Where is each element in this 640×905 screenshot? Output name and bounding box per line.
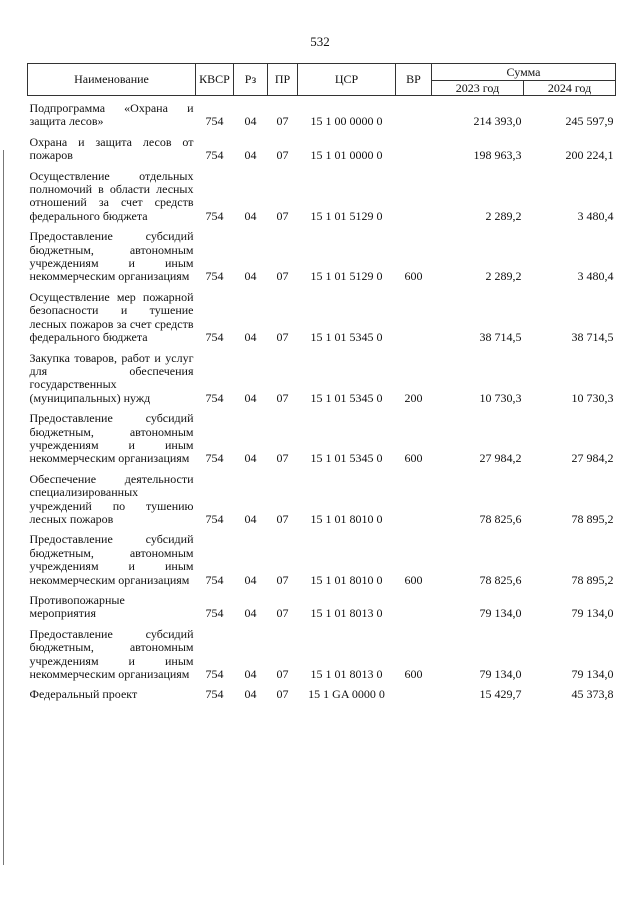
cell-vr [396, 164, 432, 225]
cell-kvsr: 754 [205, 511, 224, 526]
header-vr: ВР [396, 64, 432, 96]
cell-rz: 04 [244, 667, 257, 682]
header-csr: ЦСР [298, 64, 396, 96]
cell-name: Предоставление субсидий бюджетным, автономным учреждениям и иным некоммерческим организациям [29, 532, 194, 587]
table-row [28, 622, 616, 683]
cell-kvsr: 754 [205, 451, 224, 466]
cell-rz: 04 [244, 114, 257, 129]
cell-y2024: 245 597,9 [565, 114, 614, 129]
cell-name: Осуществление мер пожарной безопасности и тушение лесных пожаров за счет средств федерального бюджета [29, 289, 194, 345]
cell-vr [396, 682, 432, 702]
cell-name: Подпрограмма «Охрана и защита лесов» [29, 101, 194, 129]
cell-vr [396, 588, 432, 622]
cell-csr: 15 1 01 5345 0 [310, 390, 383, 405]
page-number: 532 [310, 34, 330, 49]
cell-y2023: 78 825,6 [479, 511, 522, 526]
cell-name: Обеспечение деятельности специализированных учреждений по тушению лесных пожаров [29, 471, 194, 526]
cell-csr: 15 1 01 5345 0 [310, 330, 383, 345]
cell-kvsr: 754 [205, 330, 224, 345]
cell-kvsr: 754 [205, 148, 224, 163]
table-row [28, 285, 616, 346]
table-body [28, 96, 616, 703]
cell-rz: 04 [244, 390, 257, 405]
budget-table [27, 63, 616, 703]
cell-name: Предоставление субсидий бюджетным, автономным учреждениям и иным некоммерческим организациям [29, 411, 194, 466]
cell-y2024: 79 134,0 [571, 667, 614, 682]
table-row [28, 224, 616, 285]
cell-y2023: 2 289,2 [485, 208, 522, 223]
cell-vr: 200 [404, 390, 423, 405]
cell-kvsr: 754 [205, 390, 224, 405]
margin-rule [3, 150, 4, 865]
table-row [28, 682, 616, 702]
cell-y2023: 38 714,5 [479, 330, 522, 345]
header-sum: Сумма [432, 64, 616, 81]
cell-csr: 15 1 01 8013 0 [310, 606, 383, 621]
cell-csr: 15 1 01 8010 0 [310, 572, 383, 587]
cell-y2023: 79 134,0 [479, 667, 522, 682]
cell-csr: 15 1 01 8013 0 [310, 667, 383, 682]
cell-pr: 07 [276, 572, 289, 587]
cell-pr: 07 [276, 114, 289, 129]
cell-vr [396, 467, 432, 528]
table-row [28, 406, 616, 467]
cell-y2023: 10 730,3 [479, 390, 522, 405]
table-row [28, 96, 616, 130]
cell-y2024: 38 714,5 [571, 330, 614, 345]
cell-pr: 07 [276, 511, 289, 526]
header-rz: Рз [234, 64, 268, 96]
cell-pr: 07 [276, 606, 289, 621]
cell-vr [396, 285, 432, 346]
cell-y2023: 78 825,6 [479, 572, 522, 587]
cell-name: Охрана и защита лесов от пожаров [29, 134, 194, 163]
cell-csr: 15 1 GA 0000 0 [308, 687, 385, 702]
cell-kvsr: 754 [205, 687, 224, 702]
cell-y2024: 27 984,2 [571, 451, 614, 466]
cell-y2024: 10 730,3 [571, 390, 614, 405]
cell-name: Федеральный проект [29, 687, 138, 702]
cell-y2023: 27 984,2 [479, 451, 522, 466]
cell-csr: 15 1 01 0000 0 [310, 148, 383, 163]
cell-vr: 600 [404, 667, 423, 682]
cell-y2024: 79 134,0 [571, 606, 614, 621]
cell-y2024: 45 373,8 [571, 687, 614, 702]
cell-kvsr: 754 [205, 572, 224, 587]
cell-y2023: 79 134,0 [479, 606, 522, 621]
header-name: Наименование [28, 64, 196, 96]
cell-y2024: 78 895,2 [571, 572, 614, 587]
header-kvsr: КВСР [196, 64, 234, 96]
table-header [28, 64, 616, 96]
cell-pr: 07 [276, 269, 289, 284]
cell-csr: 15 1 00 0000 0 [310, 114, 383, 129]
cell-csr: 15 1 01 5129 0 [310, 208, 383, 223]
cell-rz: 04 [244, 511, 257, 526]
cell-rz: 04 [244, 451, 257, 466]
cell-name: Осуществление отдельных полномочий в области лесных отношений за счет средств федерального бюджета [29, 168, 194, 223]
cell-rz: 04 [244, 606, 257, 621]
cell-kvsr: 754 [205, 269, 224, 284]
cell-vr [396, 96, 432, 130]
cell-pr: 07 [276, 208, 289, 223]
cell-y2024: 3 480,4 [577, 208, 614, 223]
cell-csr: 15 1 01 5345 0 [310, 451, 383, 466]
cell-name: Закупка товаров, работ и услуг для обеспечения государственных (муниципальных) нужд [29, 350, 194, 405]
table-row [28, 467, 616, 528]
cell-name: Предоставление субсидий бюджетным, автономным учреждениям и иным некоммерческим организациям [29, 626, 194, 682]
cell-kvsr: 754 [205, 208, 224, 223]
cell-vr: 600 [404, 269, 423, 284]
cell-rz: 04 [244, 208, 257, 223]
cell-rz: 04 [244, 687, 257, 702]
cell-pr: 07 [276, 451, 289, 466]
cell-pr: 07 [276, 667, 289, 682]
cell-rz: 04 [244, 330, 257, 345]
cell-csr: 15 1 01 5129 0 [310, 269, 383, 284]
cell-y2023: 2 289,2 [485, 269, 522, 284]
cell-pr: 07 [276, 687, 289, 702]
cell-kvsr: 754 [205, 667, 224, 682]
cell-pr: 07 [276, 330, 289, 345]
cell-rz: 04 [244, 572, 257, 587]
cell-rz: 04 [244, 148, 257, 163]
cell-y2023: 198 963,3 [473, 148, 522, 163]
cell-name: Противопожарные мероприятия [29, 593, 125, 621]
cell-vr [396, 130, 432, 164]
table-row [28, 346, 616, 407]
cell-csr: 15 1 01 8010 0 [310, 511, 383, 526]
header-year-2024: 2024 год [524, 81, 616, 96]
cell-kvsr: 754 [205, 606, 224, 621]
cell-y2024: 200 224,1 [565, 148, 614, 163]
cell-y2023: 15 429,7 [479, 687, 522, 702]
cell-y2024: 78 895,2 [571, 511, 614, 526]
table-row [28, 527, 616, 588]
cell-y2024: 3 480,4 [577, 269, 614, 284]
cell-vr: 600 [404, 451, 423, 466]
cell-y2023: 214 393,0 [473, 114, 522, 129]
cell-name: Предоставление субсидий бюджетным, автономным учреждениям и иным некоммерческим организациям [29, 229, 194, 284]
cell-pr: 07 [276, 148, 289, 163]
cell-pr: 07 [276, 390, 289, 405]
table-row [28, 164, 616, 225]
cell-rz: 04 [244, 269, 257, 284]
header-pr: ПР [268, 64, 298, 96]
cell-kvsr: 754 [205, 114, 224, 129]
header-year-2023: 2023 год [432, 81, 524, 96]
table-row [28, 130, 616, 164]
cell-vr: 600 [404, 572, 423, 587]
table-row [28, 588, 616, 622]
